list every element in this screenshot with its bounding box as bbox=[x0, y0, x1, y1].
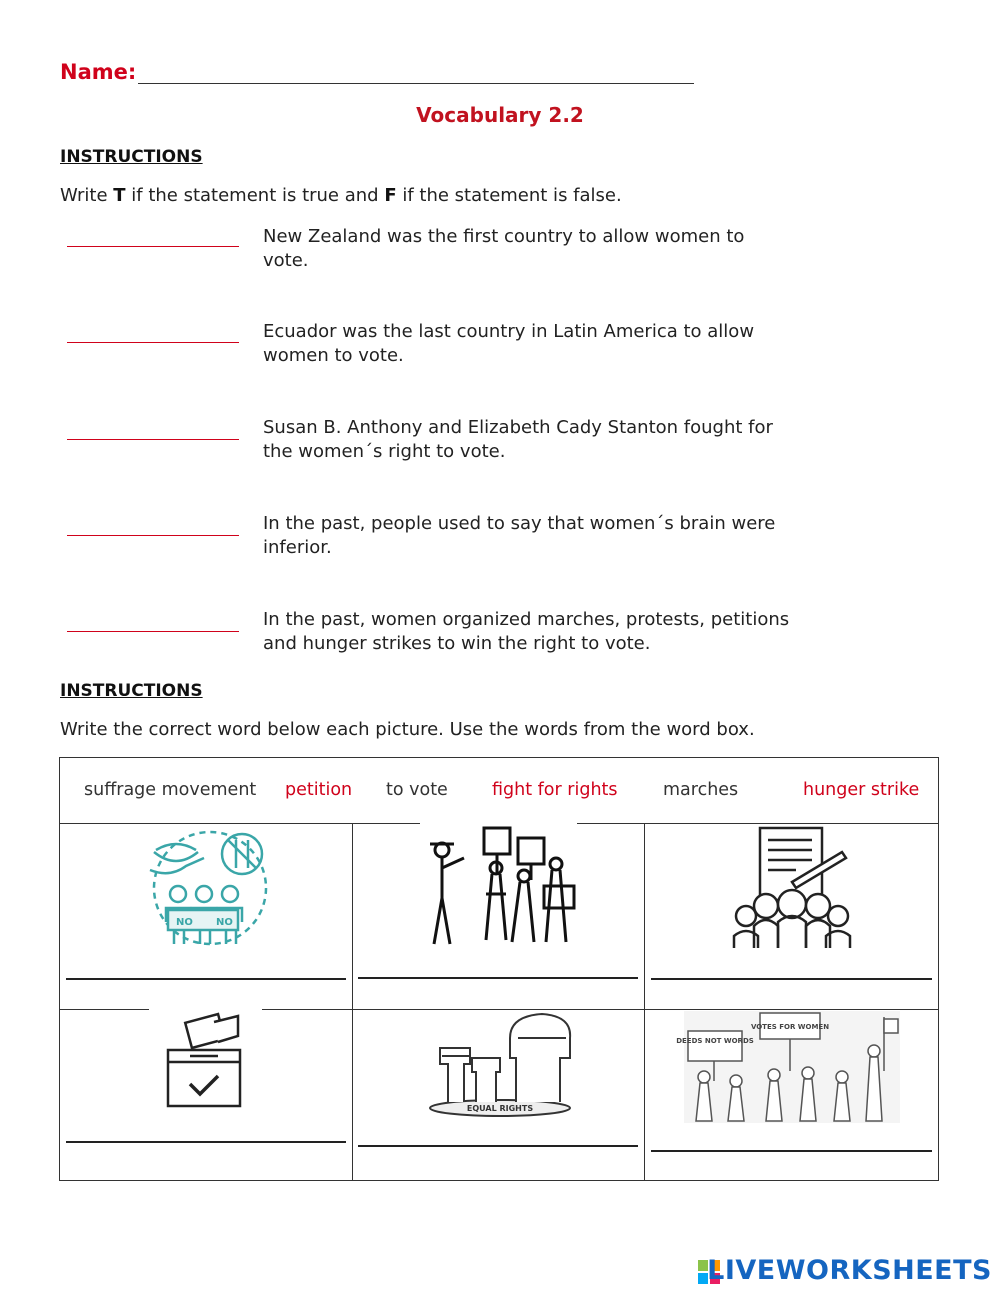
grid-line bbox=[352, 823, 353, 1181]
hunger-strike-image bbox=[140, 826, 270, 948]
grid-line bbox=[59, 823, 420, 824]
statement-2: Ecuador was the last country in Latin America to allow women to vote. bbox=[263, 321, 755, 366]
liveworksheets-logo: LIVEWORKSHEETS bbox=[707, 1255, 992, 1286]
name-label: Name: bbox=[60, 60, 137, 84]
answer-blank-3[interactable] bbox=[67, 439, 239, 440]
suffrage-movement-image bbox=[676, 1011, 900, 1123]
section2-heading: INSTRUCTIONS bbox=[60, 681, 203, 701]
petition-image bbox=[726, 824, 856, 952]
to-vote-image bbox=[164, 1012, 246, 1110]
no-sign-text-1: NO bbox=[176, 917, 193, 928]
picture-answer-line-3[interactable] bbox=[651, 978, 932, 980]
marches-image bbox=[420, 824, 580, 950]
word-fight-for-rights: fight for rights bbox=[492, 780, 618, 800]
picture-answer-line-5[interactable] bbox=[358, 1145, 638, 1147]
equal-rights-text: EQUAL RIGHTS bbox=[466, 1104, 534, 1113]
answer-blank-4[interactable] bbox=[67, 535, 239, 536]
grid-line bbox=[59, 1009, 149, 1010]
picture-answer-line-2[interactable] bbox=[358, 977, 638, 979]
picture-answer-line-6[interactable] bbox=[651, 1150, 932, 1152]
fight-for-rights-image bbox=[426, 1010, 574, 1118]
answer-blank-5[interactable] bbox=[67, 631, 239, 632]
section2-instruction: Write the correct word below each picture. Use the words from the word box. bbox=[60, 719, 755, 740]
no-sign-text-2: NO bbox=[216, 917, 233, 928]
votes-for-women-text: VOTES FOR WOMEN bbox=[750, 1023, 830, 1031]
grid-line bbox=[644, 823, 645, 1181]
name-input-line[interactable] bbox=[138, 83, 694, 84]
section1-heading: INSTRUCTIONS bbox=[60, 147, 203, 167]
statement-3: Susan B. Anthony and Elizabeth Cady Stanton fought for the women´s right to vote. bbox=[263, 417, 773, 462]
statement-5: In the past, women organized marches, protests, petitions and hunger strikes to win the right to vote. bbox=[263, 609, 790, 654]
word-petition: petition bbox=[285, 780, 353, 800]
word-suffrage-movement: suffrage movement bbox=[84, 780, 257, 800]
answer-blank-1[interactable] bbox=[67, 246, 239, 247]
statement-1: New Zealand was the first country to allow women to vote. bbox=[263, 226, 745, 271]
deeds-not-words-text: DEEDS NOT WORDS bbox=[676, 1037, 754, 1045]
word-marches: marches bbox=[663, 780, 739, 800]
word-to-vote: to vote bbox=[386, 780, 448, 800]
statement-4: In the past, people used to say that women´s brain were inferior. bbox=[263, 513, 776, 558]
picture-answer-line-1[interactable] bbox=[66, 978, 346, 980]
grid-line bbox=[262, 1009, 939, 1010]
picture-answer-line-4[interactable] bbox=[66, 1141, 346, 1143]
word-hunger-strike: hunger strike bbox=[803, 780, 920, 800]
answer-blank-2[interactable] bbox=[67, 342, 239, 343]
section1-instruction: Write T if the statement is true and F if the statement is false. bbox=[60, 185, 622, 206]
page-title: Vocabulary 2.2 bbox=[416, 103, 584, 127]
